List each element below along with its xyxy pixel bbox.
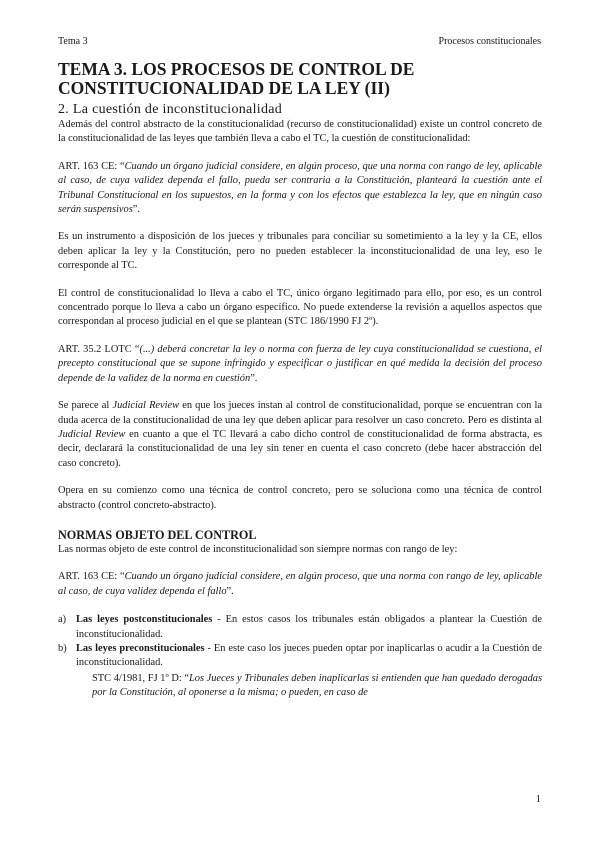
page-number: 1 xyxy=(535,794,541,805)
quote-prefix: ART. 35.2 LOTC “ xyxy=(58,343,140,355)
text-run: Se parece al xyxy=(58,400,113,412)
list-item-term: Las leyes postconstitucionales xyxy=(76,614,213,626)
quote-art-163-short xyxy=(58,570,542,599)
list-item-text: - En este caso los jueces pueden optar por inaplicarlas o acudir a la Cuestión de inconstitucionalidad. xyxy=(76,642,542,669)
text-run: en cuanto a que el TC llevará a cabo dicho control de constitucionalidad de forma abstracta, es decir, declarará la constitucionalidad de una ley sin tener en cuenta el caso concreto (debe hacer abstracción del caso concreto). xyxy=(58,428,542,469)
list-marker: a) xyxy=(58,614,67,626)
quote-text: Cuando un órgano judicial considere, en algún proceso, que una norma con rango de ley, aplicable al caso, de cuya validez dependa el fallo, pueda ser contraria a la Constitución, planteará la cuestión ante el Tribunal Constitucional en los supuestos, en la forma y con los efectos que establezca la ley, que en ningún caso serán suspensivos xyxy=(58,160,542,216)
quote-suffix: ”. xyxy=(250,372,258,384)
term-judicial-review: Judicial Review xyxy=(58,428,126,440)
quote-prefix: ART. 163 CE: “ xyxy=(58,571,125,583)
page-title: TEMA 3. LOS PROCESOS DE CONTROL DE CONSTITUCIONALIDAD DE LA LEY (II) xyxy=(58,59,415,98)
quote-text: Los Jueces y Tribunales deben inaplicarlas si entienden que han quedado derogadas por la Constitución, al oponerse a la misma; o pueden, en caso de xyxy=(92,672,543,699)
text-run: en que los jueces instan al control de constitucionalidad, porque se encuentran con la duda acerca de la constitucionalidad de una ley que deben aplicar para resolver un caso concreto. Pero es distinta al xyxy=(58,400,542,426)
quote-stc-4-1981 xyxy=(58,672,542,701)
list-item-text: - En estos casos los tribunales están obligados a plantear la Cuestión de inconstitucionalidad. xyxy=(76,614,542,640)
paragraph-control-concentrado: El control de constitucionalidad lo lleva a cabo el TC, único órgano legitimado para ello, por eso, es un control concentrado porque lo lleva a cabo un órgano específico. No puede extenderse la revisión a aquellos aspectos que correspondan al proceso judicial en el que se plantean (STC 186/1990 FJ 2º). xyxy=(58,287,542,328)
normas-heading: NORMAS OBJETO DEL CONTROL xyxy=(58,527,257,542)
list-item-term: Las leyes preconstitucionales xyxy=(76,642,205,654)
quote-prefix: ART. 163 CE: “ xyxy=(58,160,125,172)
quote-text: (...) deberá concretar la ley o norma con fuerza de ley cuya constitucionalidad se cuestiona, el precepto constitucional que se supone infringido y especificar o justificar en qué medida la decisión del proceso depende de la validez de la norma en cuestión xyxy=(58,343,542,384)
list-item xyxy=(58,613,542,642)
header-right: Procesos constitucionales xyxy=(438,36,541,47)
quote-text: Cuando un órgano judicial considere, en algún proceso, que una norma con rango de ley, aplicable al caso, de cuya validez dependa el fallo xyxy=(58,571,542,597)
quote-suffix: ”. xyxy=(132,204,140,216)
list-marker: b) xyxy=(58,642,67,654)
quote-art-35-lotc xyxy=(58,343,542,386)
paragraph-intro: Además del control abstracto de la constitucionalidad (recurso de constitucionalidad) existe un control concreto de la constitucionalidad de las leyes que también lleva a cabo el TC, la cuestión de constitucionalidad: xyxy=(58,119,542,145)
section-heading: 2. La cuestión de inconstitucionalidad xyxy=(58,102,283,117)
normas-list xyxy=(58,613,542,671)
quote-prefix: STC 4/1981, FJ 1º D: “ xyxy=(92,672,189,684)
quote-art-163 xyxy=(58,160,542,218)
normas-intro: Las normas objeto de este control de inconstitucionalidad son siempre normas con rango de ley: xyxy=(58,543,458,555)
paragraph-judicial-review xyxy=(58,399,542,471)
paragraph-instrumento: Es un instrumento a disposición de los jueces y tribunales para conciliar su sometimiento a la ley y la CE, ellos deben aplicar la ley y la Constitución, pero no pueden establecer la inconstitucionalidad de una ley, eso le corresponde al TC. xyxy=(58,231,542,272)
term-judicial-review: Judicial Review xyxy=(112,400,180,412)
paragraph-concreto-abstracto: Opera en su comienzo como una técnica de control concreto, pero se soluciona como una técnica de control abstracto (control concreto-abstracto). xyxy=(58,485,542,511)
quote-suffix: ”. xyxy=(226,585,234,597)
list-item xyxy=(58,642,542,671)
page-body xyxy=(58,60,542,701)
header-left: Tema 3 xyxy=(58,36,88,47)
